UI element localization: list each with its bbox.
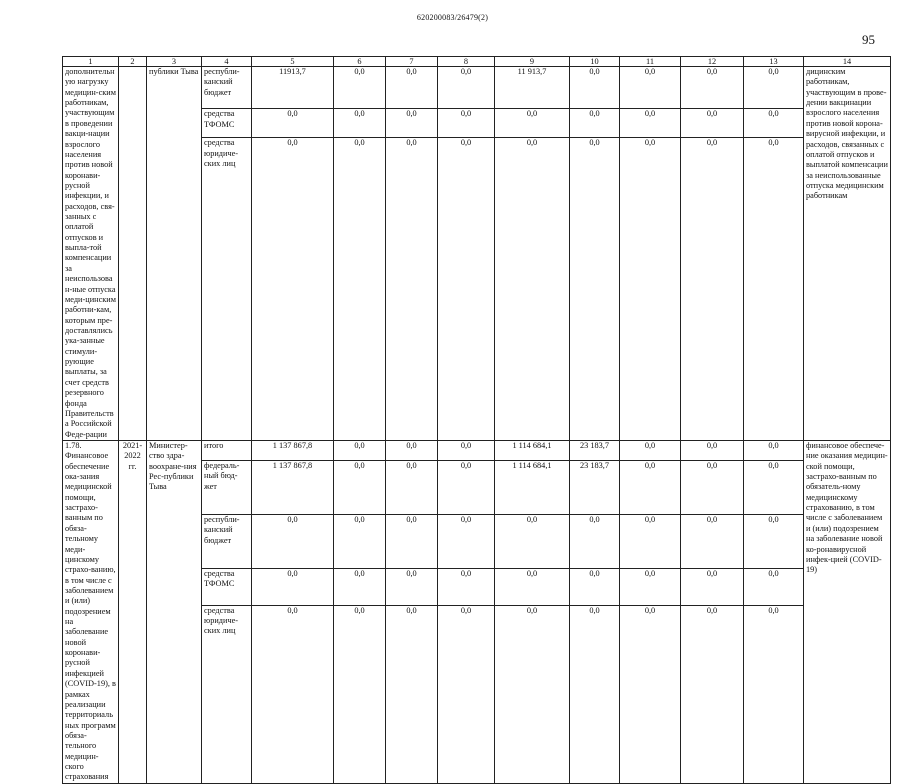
value-cell: 1 137 867,8: [252, 440, 334, 460]
funding-source: республи-канский бюджет: [202, 67, 252, 109]
value-cell: 1 114 684,1: [495, 461, 570, 515]
value-cell: 0,0: [744, 568, 804, 605]
value-cell: 0,0: [252, 514, 334, 568]
value-cell: 0,0: [570, 605, 620, 783]
value-cell: 11 913,7: [495, 67, 570, 109]
column-number: 14: [804, 57, 891, 67]
value-cell: 0,0: [386, 67, 438, 109]
value-cell: 0,0: [334, 440, 386, 460]
value-cell: 1 114 684,1: [495, 440, 570, 460]
value-cell: 0,0: [438, 67, 495, 109]
value-cell: 0,0: [438, 440, 495, 460]
table-row: [63, 440, 891, 460]
column-number: 10: [570, 57, 620, 67]
value-cell: 0,0: [620, 605, 681, 783]
value-cell: 0,0: [620, 109, 681, 138]
column-number: 8: [438, 57, 495, 67]
value-cell: 0,0: [495, 109, 570, 138]
value-cell: 0,0: [438, 605, 495, 783]
value-cell: 0,0: [438, 109, 495, 138]
value-cell: 0,0: [681, 514, 744, 568]
period-cell: 2021-2022 гг.: [119, 440, 147, 783]
column-number: 4: [202, 57, 252, 67]
value-cell: 0,0: [334, 109, 386, 138]
value-cell: 0,0: [495, 514, 570, 568]
column-number: 12: [681, 57, 744, 67]
value-cell: 0,0: [495, 568, 570, 605]
column-number: 9: [495, 57, 570, 67]
value-cell: 11913,7: [252, 67, 334, 109]
value-cell: 0,0: [620, 440, 681, 460]
value-cell: 0,0: [334, 67, 386, 109]
funding-source: федераль-ный бюд-жет: [202, 461, 252, 515]
value-cell: 0,0: [334, 461, 386, 515]
value-cell: 0,0: [252, 109, 334, 138]
value-cell: 0,0: [681, 440, 744, 460]
expected-result: дицинским работникам, участвующим в прове-дении вакцинации взрослого населения против новой корона-вирусной инфекции, и расходов, связанных с оплатой отпусков и выплатой компенсации за неиспользованные отпуска медицинским работникам: [804, 67, 891, 441]
table-row: [63, 67, 891, 109]
funding-source: средства ТФОМС: [202, 568, 252, 605]
value-cell: 0,0: [334, 138, 386, 441]
value-cell: 0,0: [438, 138, 495, 441]
page-number: 95: [862, 32, 875, 47]
column-number: 13: [744, 57, 804, 67]
value-cell: 0,0: [386, 568, 438, 605]
value-cell: 0,0: [744, 138, 804, 441]
column-number: 1: [63, 57, 119, 67]
event-description: дополнительную нагрузку медицин-ским работникам, участвующим в проведении вакци-нации взрослого населения против новой коронави-русной инфекции, и расходов, свя-занных с оплатой отпусков и выпла-той компенсации за неиспользован-ные отпуска меди-цинским работни-кам, которым пре-доставлялись ука-занные стимули-рующие выплаты, за счет средств резервного фонда Правительства Российской Феде-рации: [63, 67, 119, 441]
event-description: 1.78. Финансовое обеспечение ока-зания медицинской помощи, застрахо-ванным по обяза-тельному меди-цинскому страхо-ванию, в том числе с заболеванием и (или) подозрением на заболевание новой коронави-русной инфекцией (COVID-19), в рамках реализации территориальных программ обяза-тельного медицин-ского страхования: [63, 440, 119, 783]
value-cell: 0,0: [252, 138, 334, 441]
column-number-row: [63, 57, 891, 67]
value-cell: 0,0: [334, 568, 386, 605]
value-cell: 0,0: [495, 605, 570, 783]
funding-source: средства юридиче-ских лиц: [202, 605, 252, 783]
value-cell: 0,0: [620, 67, 681, 109]
value-cell: 0,0: [386, 605, 438, 783]
value-cell: 0,0: [620, 568, 681, 605]
value-cell: 0,0: [252, 605, 334, 783]
value-cell: 0,0: [438, 461, 495, 515]
value-cell: 0,0: [681, 461, 744, 515]
value-cell: 0,0: [744, 440, 804, 460]
executor-cell: публики Тыва: [147, 67, 202, 441]
value-cell: 0,0: [744, 461, 804, 515]
document-id: 620200083/26479(2): [416, 13, 489, 22]
column-number: 2: [119, 57, 147, 67]
value-cell: 0,0: [744, 605, 804, 783]
period-cell: [119, 67, 147, 441]
value-cell: 0,0: [252, 568, 334, 605]
value-cell: 0,0: [386, 109, 438, 138]
expected-result: финансовое обеспече-ние оказания медицин-ской помощи, застрахо-ванным по обязатель-ному медицинскому страхованию, в том числе с заболеванием и (или) подозрением на заболевание новой ко-ронавирусной инфек-цией (COVID-19): [804, 440, 891, 783]
column-number: 5: [252, 57, 334, 67]
value-cell: 0,0: [334, 605, 386, 783]
column-number: 7: [386, 57, 438, 67]
value-cell: 0,0: [681, 568, 744, 605]
value-cell: 0,0: [570, 109, 620, 138]
value-cell: 0,0: [744, 67, 804, 109]
value-cell: 0,0: [570, 67, 620, 109]
column-number: 11: [620, 57, 681, 67]
funding-source: итого: [202, 440, 252, 460]
value-cell: 0,0: [570, 138, 620, 441]
value-cell: 0,0: [620, 138, 681, 441]
column-number: 6: [334, 57, 386, 67]
value-cell: 0,0: [386, 461, 438, 515]
value-cell: 0,0: [681, 109, 744, 138]
value-cell: 0,0: [334, 514, 386, 568]
value-cell: 0,0: [386, 514, 438, 568]
value-cell: 0,0: [744, 514, 804, 568]
value-cell: 0,0: [570, 568, 620, 605]
value-cell: 0,0: [681, 605, 744, 783]
value-cell: 0,0: [386, 138, 438, 441]
value-cell: 1 137 867,8: [252, 461, 334, 515]
value-cell: 0,0: [681, 67, 744, 109]
funding-source: средства ТФОМС: [202, 109, 252, 138]
value-cell: 0,0: [438, 568, 495, 605]
value-cell: 0,0: [570, 514, 620, 568]
executor-cell: Министер-ство здра-воохране-ния Рес-публики Тыва: [147, 440, 202, 783]
column-number: 3: [147, 57, 202, 67]
value-cell: 0,0: [620, 514, 681, 568]
budget-table: [62, 56, 891, 784]
funding-source: республи-канский бюджет: [202, 514, 252, 568]
value-cell: 23 183,7: [570, 440, 620, 460]
value-cell: 0,0: [386, 440, 438, 460]
value-cell: 0,0: [438, 514, 495, 568]
value-cell: 0,0: [744, 109, 804, 138]
value-cell: 0,0: [495, 138, 570, 441]
value-cell: 23 183,7: [570, 461, 620, 515]
value-cell: 0,0: [681, 138, 744, 441]
funding-source: средства юридиче-ских лиц: [202, 138, 252, 441]
value-cell: 0,0: [620, 461, 681, 515]
